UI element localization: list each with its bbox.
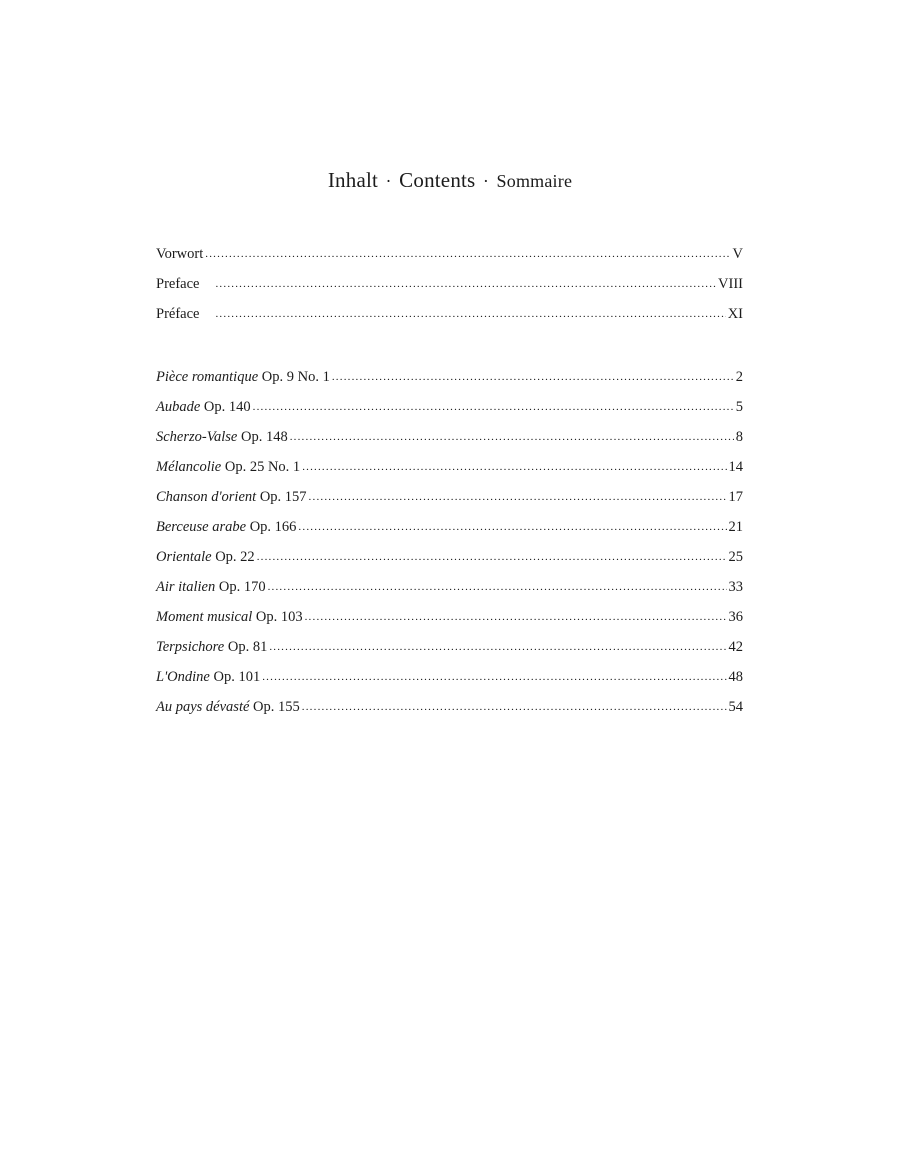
leader-dots [262, 668, 726, 685]
title-separator: · [385, 171, 392, 191]
toc-entry-work[interactable] [156, 699, 743, 729]
leader-dots [205, 245, 730, 262]
toc-entry-work[interactable] [156, 459, 743, 489]
toc-entry-label [156, 699, 300, 716]
toc-entry-page: 54 [728, 699, 743, 715]
toc-entry-page: 48 [728, 669, 743, 685]
toc-entry-label [156, 639, 267, 656]
work-opus: Op. 25 No. 1 [224, 459, 301, 475]
toc-entry-label [156, 579, 266, 596]
work-opus: Op. 103 [255, 609, 303, 625]
page-title [0, 168, 900, 193]
work-title: Aubade [156, 399, 201, 415]
toc-entry-work[interactable] [156, 609, 743, 639]
toc-entry-page: 33 [728, 579, 743, 595]
work-title: Chanson d'orient [156, 489, 257, 505]
work-opus: Op. 9 No. 1 [261, 369, 330, 385]
work-title: Orientale [156, 549, 212, 565]
work-title: Berceuse arabe [156, 519, 247, 535]
title-english: Contents [399, 168, 476, 192]
leader-dots [290, 428, 734, 445]
toc-entry-label [156, 429, 288, 446]
work-opus: Op. 157 [259, 489, 307, 505]
toc-entry-page: 25 [728, 549, 743, 565]
work-title: Moment musical [156, 609, 253, 625]
toc-entry-work[interactable] [156, 429, 743, 459]
work-opus: Op. 148 [240, 429, 288, 445]
leader-dots [253, 398, 734, 415]
toc-entry-label [156, 489, 307, 506]
toc-entry-work[interactable] [156, 369, 743, 399]
leader-dots [332, 368, 734, 385]
work-title: Pièce romantique [156, 369, 259, 385]
work-opus: Op. 140 [203, 399, 251, 415]
toc-entry-page: 17 [728, 489, 743, 505]
toc-entry-label: Vorwort [156, 246, 204, 262]
toc-entry-work[interactable] [156, 579, 743, 609]
toc-entry-work[interactable] [156, 399, 743, 429]
toc-entry-page: VIII [718, 276, 743, 292]
toc-entry-page: 21 [728, 519, 743, 535]
work-opus: Op. 155 [253, 699, 300, 715]
toc-entry-work[interactable] [156, 549, 743, 579]
work-opus: Op. 81 [227, 639, 268, 655]
toc-entry-label: Préface [156, 306, 200, 322]
work-opus: Op. 170 [218, 579, 266, 595]
leader-dots [302, 458, 726, 475]
work-opus: Op. 22 [215, 549, 255, 565]
toc-entry-work[interactable] [156, 669, 743, 699]
toc-entry-page: XI [727, 306, 743, 322]
front-matter-list [156, 246, 743, 336]
toc-entry-vorwort[interactable] [156, 246, 743, 276]
toc-entry-preface[interactable] [156, 276, 743, 306]
title-separator: · [482, 171, 490, 191]
toc-entry-page: V [732, 246, 743, 262]
work-title: Au pays dévasté [156, 699, 250, 715]
toc-entry-page: 2 [735, 369, 743, 385]
leader-dots [201, 305, 725, 322]
title-german: Inhalt [327, 168, 379, 192]
toc-entry-label [156, 459, 300, 476]
toc-entry-label [156, 399, 251, 416]
toc-entry-preface-fr[interactable] [156, 306, 743, 336]
toc-entry-page: 5 [735, 399, 743, 415]
toc-entry-page: 36 [728, 609, 743, 625]
toc-entry-label [156, 549, 255, 566]
toc-entry-work[interactable] [156, 489, 743, 519]
toc-entry-label [156, 369, 330, 386]
leader-dots [302, 698, 727, 715]
leader-dots [269, 638, 726, 655]
toc-entry-work[interactable] [156, 639, 743, 669]
leader-dots [201, 275, 716, 292]
toc-entry-work[interactable] [156, 519, 743, 549]
leader-dots [298, 518, 726, 535]
toc-entry-page: 14 [728, 459, 743, 475]
leader-dots [309, 488, 727, 505]
works-list [156, 369, 743, 729]
work-opus: Op. 101 [213, 669, 261, 685]
title-french: Sommaire [496, 171, 573, 191]
leader-dots [257, 548, 727, 565]
toc-entry-label: Preface [156, 276, 200, 292]
toc-entry-label [156, 609, 303, 626]
leader-dots [268, 578, 727, 595]
leader-dots [305, 608, 727, 625]
toc-entry-label [156, 519, 296, 536]
toc-entry-label [156, 669, 260, 686]
work-title: Mélancolie [156, 459, 222, 475]
work-title: Air italien [156, 579, 216, 595]
toc-entry-page: 8 [735, 429, 743, 445]
work-title: Terpsichore [156, 639, 225, 655]
work-opus: Op. 166 [249, 519, 297, 535]
toc-entry-page: 42 [728, 639, 743, 655]
work-title: L'Ondine [156, 669, 210, 685]
work-title: Scherzo-Valse [156, 429, 238, 445]
